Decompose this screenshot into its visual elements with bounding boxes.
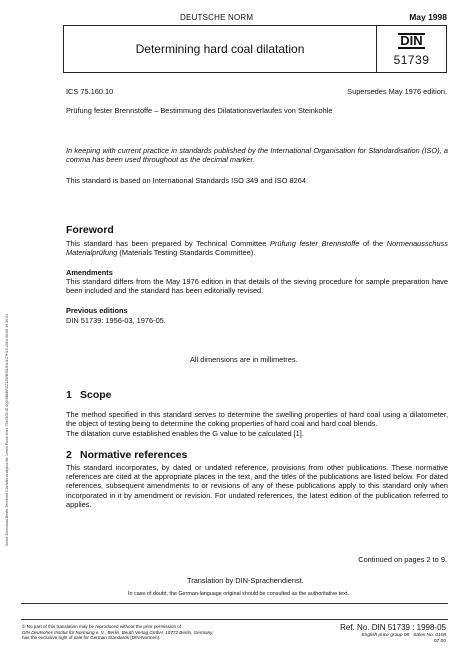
previous-editions-heading: Previous editions — [66, 306, 128, 315]
din-number: 51739 — [393, 53, 430, 67]
side-watermark — [2, 250, 12, 610]
previous-editions-text: DIN 51739: 1956-03, 1976-05. — [66, 316, 166, 325]
normative-references-text: This standard incorporates, by dated or undated reference, provisions from other publications. These normative references are cited at the appropriate places in the text, and the titles of the publications are listed below. For dated references, subsequent amendments to or revisions of any of these publications apply to this standard only when incorporated in it by amendment or revision. For undated references, the latest edition of the publication referred to applies. — [66, 463, 448, 509]
scope-text: The method specified in this standard serves to determine the swelling properties of hard coal using a dilatometer, the object of testing being to determine the coking properties of hard coal and hard coal blends. — [66, 410, 448, 429]
committee-name: Prüfung fester Brennstoffe — [269, 239, 360, 248]
translation-note: Translation by DIN-Sprachendienst. — [187, 576, 304, 585]
continued-note: Continued on pages 2 to 9. — [358, 555, 447, 564]
footer-reference — [340, 623, 446, 644]
normative-references-heading: 2 Normative references — [66, 449, 188, 461]
foreword-heading: Foreword — [66, 224, 114, 236]
nmp-name: Normenausschuss Materialprüfung — [66, 239, 448, 258]
decimal-note: In keeping with current practice in standards published by the International Organisation for Standardisation (ISO), a comma has been used throughout as the decimal marker. — [66, 146, 448, 165]
ref-number: Ref. No. DIN 51739 : 1998-05 — [340, 623, 446, 632]
supersedes-note: Supersedes May 1976 edition. — [347, 87, 447, 96]
price-sales-line: English price group 08 Sales No. 0108 — [361, 633, 446, 638]
din-logo: DIN — [400, 33, 423, 48]
ics-code: ICS 75.160.10 — [66, 87, 114, 96]
edition-code: 07.00 — [433, 639, 446, 644]
amendments-heading: Amendments — [66, 268, 113, 277]
amendments-text: This standard differs from the May 1976 edition in that details of the sieving procedure for sample preparation have been included and the standard has been editorially revised. — [66, 277, 448, 296]
dimensions-note: All dimensions are in millimetres. — [190, 355, 298, 364]
footer-rule — [21, 619, 448, 620]
doubt-note: In case of doubt, the German-language original should be consulted as the authoritative text. — [128, 591, 349, 597]
din-box — [377, 25, 447, 73]
header-org: DEUTSCHE NORM — [180, 13, 254, 22]
copyright-notice: © No part of this translation may be reproduced without the prior permission of DIN Deutsches Institut für Normung e. V., Berlin. Beuth Verlag GmbH, 10772 Berlin, Germany, has the exclusive right of sale for German Standards (DIN-Normen). — [22, 624, 214, 641]
footer-rule-top — [21, 603, 448, 604]
german-title: Prüfung fester Brennstoffe – Bestimmung des Dilatationsverlaufes von Steinkohle — [66, 106, 333, 115]
header-date: May 1998 — [409, 12, 447, 22]
scope-text-2: The dilatation curve established enables the G value to be calculated [1]. — [66, 429, 304, 438]
title-box — [63, 25, 377, 73]
document-title: Determining hard coal dilatation — [135, 42, 305, 56]
based-on-note: This standard is based on International Standards ISO 349 and ISO 8264. — [66, 176, 308, 185]
scope-heading: 1 Scope — [66, 389, 112, 401]
side-watermark-text: Sofort-Download-Beuth-Techtreet Clarivate Analytics Mr. Lewis Poole-Kdnr.7546105-ID.0QG6BMIRZZ1ZWBSNZNN1C7HL5.2018-06-08 16:30:04 — [5, 313, 9, 547]
foreword-text: This standard has been prepared by Technical Committee Prüfung fester Brennstoffe of the Normenausschuss Materialprüfung (Materials Testing Standards Committee). — [66, 239, 448, 258]
